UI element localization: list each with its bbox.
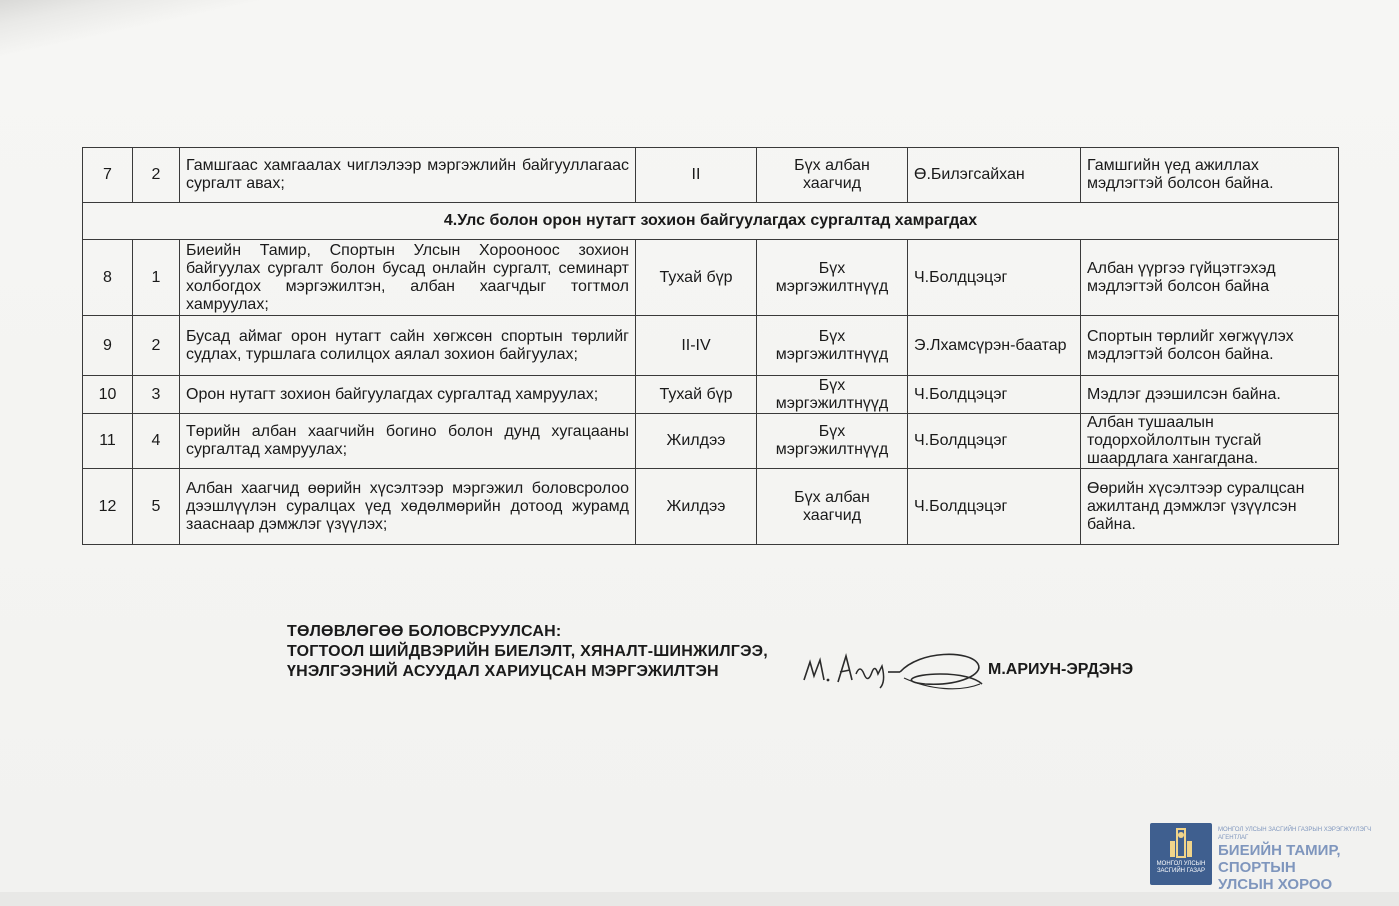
responsible-cell: Ч.Болдцэцэг: [908, 414, 1081, 469]
signatory-name: М.АРИУН-ЭРДЭНЭ: [988, 661, 1134, 678]
page-bottom-edge: [0, 892, 1399, 906]
result-cell: Гамшгийн үед ажиллах мэдлэгтэй болсон байна.: [1081, 148, 1339, 203]
org-name-line: УЛСЫН ХОРОО: [1218, 876, 1333, 893]
activity-cell: Бусад аймаг орон нутагт сайн хөгжсөн спортын төрлийг судлах, туршлага солилцох аялал зохион байгуулах;: [180, 316, 636, 376]
table-row: [83, 316, 1339, 376]
activity-cell: Төрийн албан хаагчийн богино болон дунд хугацааны сургалтад хамруулах;: [180, 414, 636, 469]
table-row: [83, 148, 1339, 203]
section-row: [83, 203, 1339, 240]
section-title: 4.Улс болон орон нутагт зохион байгуулагдах сургалтад хамрагдах: [83, 203, 1339, 240]
table-row: [83, 414, 1339, 469]
result-cell: Албан тушаалын тодорхойлолтын тусгай шаардлага хангагдана.: [1081, 414, 1339, 469]
period-cell: Жилдээ: [636, 469, 757, 545]
seal-caption: МОНГОЛ УЛСЫН ЗАСГИЙН ГАЗАР: [1156, 861, 1206, 874]
table-row: [83, 469, 1339, 545]
result-cell: Спортын төрлийг хөгжүүлэх мэдлэгтэй болсон байна.: [1081, 316, 1339, 376]
target-cell: Бүх албан хаагчид: [757, 148, 908, 203]
row-number: 7: [83, 148, 133, 203]
result-cell: Албан үүргээ гүйцэтгэхэд мэдлэгтэй болсон байна: [1081, 240, 1339, 316]
target-cell: Бүх албан хаагчид: [757, 469, 908, 545]
responsible-cell: Ч.Болдцэцэг: [908, 240, 1081, 316]
row-subnumber: 1: [133, 240, 180, 316]
activity-cell: Албан хаагчид өөрийн хүсэлтээр мэргэжил боловсролоо дээшлүүлэн суралцах үед хөдөлмөрийн дотоод журамд зааснаар дэмжлэг үзүүлэх;: [180, 469, 636, 545]
period-cell: Жилдээ: [636, 414, 757, 469]
signature-position-line: ТОГТООЛ ШИЙДВЭРИЙН БИЕЛЭЛТ, ХЯНАЛТ-ШИНЖИЛГЭЭ,: [287, 643, 768, 660]
activity-cell: Гамшгаас хамгаалах чиглэлээр мэргэжлийн байгууллагаас сургалт авах;: [180, 148, 636, 203]
target-cell: Бүх мэргэжилтнүүд: [757, 316, 908, 376]
responsible-cell: Э.Лхамсүрэн-баатар: [908, 316, 1081, 376]
responsible-cell: Ө.Билэгсайхан: [908, 148, 1081, 203]
period-cell: II-IV: [636, 316, 757, 376]
row-subnumber: 3: [133, 376, 180, 414]
row-number: 9: [83, 316, 133, 376]
period-cell: Тухай бүр: [636, 376, 757, 414]
row-subnumber: 2: [133, 148, 180, 203]
result-cell: Мэдлэг дээшилсэн байна.: [1081, 376, 1339, 414]
organization-watermark: [1218, 826, 1399, 893]
target-cell: Бүх мэргэжилтнүүд: [757, 240, 908, 316]
row-subnumber: 5: [133, 469, 180, 545]
row-number: 11: [83, 414, 133, 469]
org-name-line: БИЕИЙН ТАМИР, СПОРТЫН: [1218, 842, 1341, 876]
org-subtitle: МОНГОЛ УЛСЫН ЗАСГИЙН ГАЗРЫН ХЭРЭГЖҮҮЛЭГЧ АГЕНТЛАГ: [1218, 827, 1372, 841]
result-cell: Өөрийн хүсэлтээр суралцсан ажилтанд дэмжлэг үзүүлсэн байна.: [1081, 469, 1339, 545]
target-cell: Бүх мэргэжилтнүүд: [757, 414, 908, 469]
responsible-cell: Ч.Болдцэцэг: [908, 376, 1081, 414]
target-cell: Бүх мэргэжилтнүүд: [757, 376, 908, 414]
signature-block: [287, 622, 768, 682]
row-number: 10: [83, 376, 133, 414]
table-row: [83, 240, 1339, 316]
period-cell: II: [636, 148, 757, 203]
signature-position-line: ҮНЭЛГЭЭНИЙ АСУУДАЛ ХАРИУЦСАН МЭРГЭЖИЛТЭН: [287, 663, 719, 680]
activity-cell: Биеийн Тамир, Спортын Улсын Хорооноос зохион байгуулах сургалт болон бусад онлайн сургалт, семинарт холбогдох мэргэжилтэн, албан хаагчдыг тогтмол хамруулах;: [180, 240, 636, 316]
period-cell: Тухай бүр: [636, 240, 757, 316]
training-plan-table: [82, 147, 1339, 545]
row-subnumber: 4: [133, 414, 180, 469]
signature-heading: ТӨЛӨВЛӨГӨӨ БОЛОВСРУУЛСАН:: [287, 623, 562, 640]
handwritten-signature: [800, 640, 985, 700]
soyombo-icon: [1150, 823, 1212, 863]
government-seal-logo: [1150, 823, 1212, 885]
table-row: [83, 376, 1339, 414]
row-subnumber: 2: [133, 316, 180, 376]
row-number: 12: [83, 469, 133, 545]
responsible-cell: Ч.Болдцэцэг: [908, 469, 1081, 545]
row-number: 8: [83, 240, 133, 316]
activity-cell: Орон нутагт зохион байгуулагдах сургалтад хамруулах;: [180, 376, 636, 414]
